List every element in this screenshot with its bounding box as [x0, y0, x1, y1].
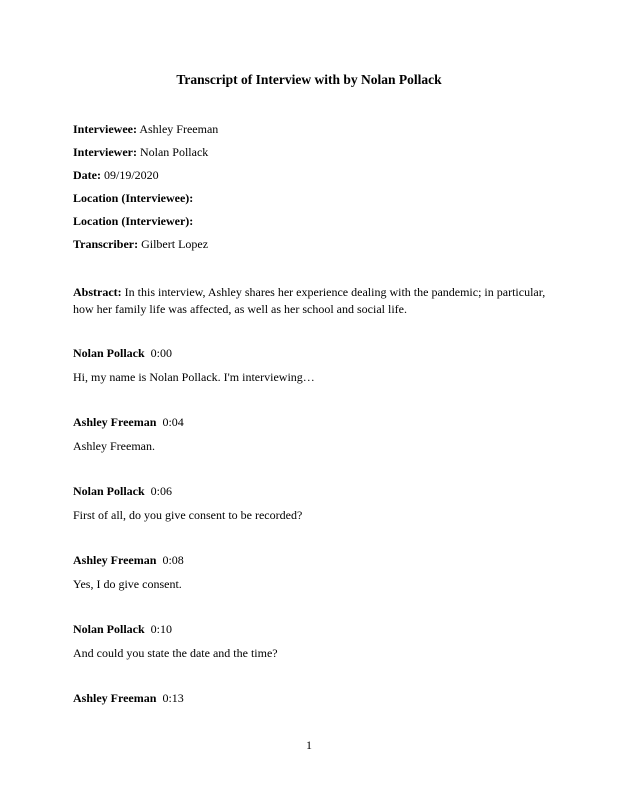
- meta-date: [73, 168, 159, 183]
- meta-label: Interviewee:: [73, 122, 137, 136]
- meta-interviewer: [73, 145, 208, 160]
- page-number: 1: [306, 738, 312, 752]
- meta-value: Nolan Pollack: [139, 145, 209, 159]
- utterance-text: And could you state the date and the time?: [73, 646, 278, 660]
- speaker-name: Nolan Pollack: [73, 346, 145, 360]
- meta-label: Location (Interviewer):: [73, 214, 194, 228]
- meta-value: Ashley Freeman: [139, 122, 219, 136]
- speaker-name: Ashley Freeman: [73, 553, 157, 567]
- utterance-text: First of all, do you give consent to be recorded?: [73, 508, 303, 522]
- speaker-line: [73, 346, 172, 361]
- utterance-text: Hi, my name is Nolan Pollack. I'm interviewing…: [73, 370, 315, 384]
- speaker-line: [73, 691, 184, 706]
- speaker-name: Nolan Pollack: [73, 484, 145, 498]
- meta-label: Date:: [73, 168, 101, 182]
- speaker-name: Ashley Freeman: [73, 415, 157, 429]
- speaker-line: [73, 553, 184, 568]
- timestamp: 0:00: [150, 346, 173, 360]
- meta-label: Interviewer:: [73, 145, 137, 159]
- speaker-line: [73, 622, 172, 637]
- speaker-line: [73, 415, 184, 430]
- meta-value: Gilbert Lopez: [141, 237, 209, 251]
- utterance-text: Yes, I do give consent.: [73, 577, 182, 591]
- speaker-line: [73, 484, 172, 499]
- meta-label: Location (Interviewee):: [73, 191, 194, 205]
- abstract-paragraph: [73, 284, 553, 318]
- timestamp: 0:10: [150, 622, 173, 636]
- meta-interviewee: [73, 122, 218, 137]
- meta-transcriber: [73, 237, 208, 252]
- meta-location-interviewee: [73, 191, 193, 206]
- timestamp: 0:06: [150, 484, 173, 498]
- meta-location-interviewer: [73, 214, 193, 229]
- document-title: Transcript of Interview with by Nolan Pollack: [176, 72, 442, 87]
- speaker-name: Ashley Freeman: [73, 691, 157, 705]
- timestamp: 0:13: [162, 691, 184, 705]
- abstract-label: Abstract:: [73, 285, 122, 299]
- abstract-text: In this interview, Ashley shares her experience dealing with the pandemic; in particular, how her family life was affected, as well as her school and social life.: [73, 285, 546, 316]
- meta-label: Transcriber:: [73, 237, 139, 251]
- speaker-name: Nolan Pollack: [73, 622, 145, 636]
- timestamp: 0:08: [162, 553, 184, 567]
- meta-value: 09/19/2020: [103, 168, 159, 182]
- utterance-text: Ashley Freeman.: [73, 439, 155, 453]
- timestamp: 0:04: [162, 415, 184, 429]
